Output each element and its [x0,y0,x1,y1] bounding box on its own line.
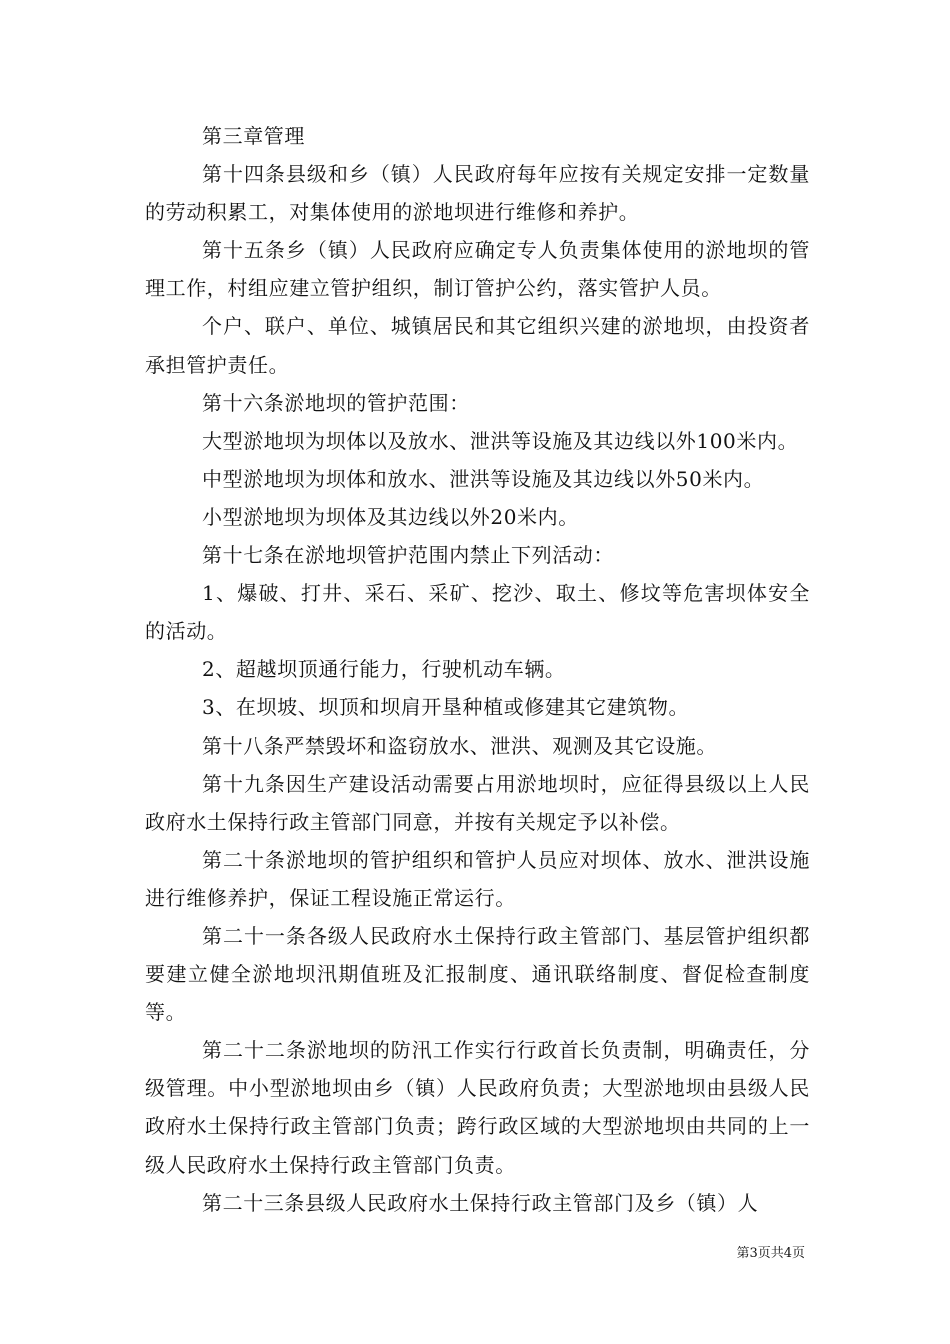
article-17-item-1: 1、爆破、打井、采石、采矿、挖沙、取土、修坟等危害坝体安全的活动。 [145,581,810,644]
article-17-item-3: 3、在坝坡、坝顶和坝肩开垦种植或修建其它建筑物。 [202,695,690,720]
article-20: 第二十条淤地坝的管护组织和管护人员应对坝体、放水、泄洪设施进行维修养护，保证工程设施正常运行。 [145,847,810,910]
article-16-large-dam: 大型淤地坝为坝体以及放水、泄洪等设施及其边线以外100米内。 [202,428,799,453]
article-21: 第二十一条各级人民政府水土保持行政主管部门、基层管护组织都要建立健全淤地坝汛期值班及汇报制度、通讯联络制度、督促检查制度等。 [145,923,810,1025]
article-15-paragraph-2: 个户、联户、单位、城镇居民和其它组织兴建的淤地坝，由投资者承担管护责任。 [145,314,810,377]
document-body [145,117,810,1222]
article-23: 第二十三条县级人民政府水土保持行政主管部门及乡（镇）人 [202,1190,759,1215]
page-number-footer: 第3页共4页 [736,1246,805,1261]
article-19: 第十九条因生产建设活动需要占用淤地坝时，应征得县级以上人民政府水土保持行政主管部门同意，并按有关规定予以补偿。 [145,771,810,834]
article-17: 第十七条在淤地坝管护范围内禁止下列活动： [202,543,614,568]
chapter-heading: 第三章管理 [202,124,305,148]
article-22: 第二十二条淤地坝的防汛工作实行行政首长负责制，明确责任，分级管理。中小型淤地坝由乡（镇）人民政府负责；大型淤地坝由县级人民政府水土保持行政主管部门负责；跨行政区域的大型淤地坝由共同的上一级人民政府水土保持行政主管部门负责。 [145,1038,810,1177]
article-16: 第十六条淤地坝的管护范围： [202,390,470,415]
article-16-small-dam: 小型淤地坝为坝体及其边线以外20米内。 [202,504,579,529]
article-18: 第十八条严禁毁坏和盗窃放水、泄洪、观测及其它设施。 [202,733,717,758]
article-16-medium-dam: 中型淤地坝为坝体和放水、泄洪等设施及其边线以外50米内。 [202,466,765,491]
article-17-item-2: 2、超越坝顶通行能力，行驶机动车辆。 [202,657,566,682]
article-15: 第十五条乡（镇）人民政府应确定专人负责集体使用的淤地坝的管理工作，村组应建立管护组织，制订管护公约，落实管护人员。 [145,238,810,301]
article-14: 第十四条县级和乡（镇）人民政府每年应按有关规定安排一定数量的劳动积累工，对集体使用的淤地坝进行维修和养护。 [145,162,810,225]
